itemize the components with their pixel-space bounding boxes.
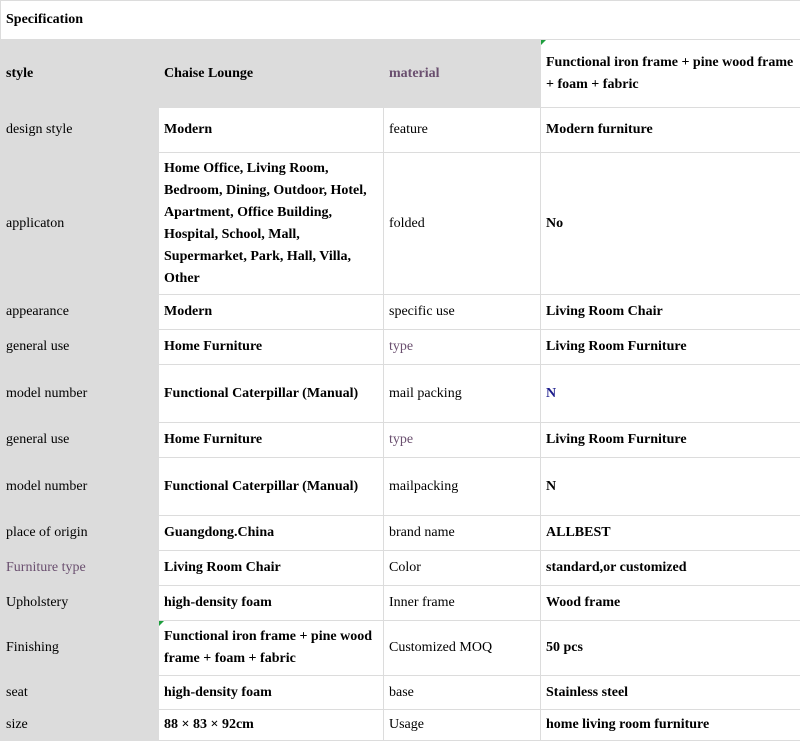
row-label-2: Inner frame (384, 586, 541, 621)
row-value: high-density foam (159, 586, 384, 621)
row-label-2: mail packing (384, 365, 541, 423)
row-label: model number (1, 365, 159, 423)
row-label-2: folded (384, 153, 541, 295)
row-value-2: N (541, 458, 800, 516)
row-value-2: ALLBEST (541, 516, 800, 551)
table-row (1, 621, 800, 676)
row-label: Upholstery (1, 586, 159, 621)
title-row (1, 1, 800, 40)
row-label-2: feature (384, 108, 541, 153)
row-label: seat (1, 676, 159, 710)
row-label-2: mailpacking (384, 458, 541, 516)
table-title: Specification (1, 1, 800, 40)
row-value: Home Furniture (159, 423, 384, 458)
row-label: general use (1, 423, 159, 458)
row-value: Functional iron frame + pine wood frame + foam + fabric (159, 621, 384, 676)
row-label-2: type (384, 423, 541, 458)
table-row (1, 40, 800, 108)
row-label-2: Color (384, 551, 541, 586)
row-label-2: base (384, 676, 541, 710)
row-value-2: Functional iron frame + pine wood frame + foam + fabric (541, 40, 800, 108)
row-label-2: Usage (384, 710, 541, 741)
row-label: model number (1, 458, 159, 516)
row-value-2: Living Room Chair (541, 295, 800, 330)
table-row (1, 295, 800, 330)
row-value-2: home living room furniture (541, 710, 800, 741)
row-value: Modern (159, 295, 384, 330)
row-label: design style (1, 108, 159, 153)
row-label: Finishing (1, 621, 159, 676)
row-label: Furniture type (1, 551, 159, 586)
row-label: appearance (1, 295, 159, 330)
row-label: general use (1, 330, 159, 365)
table-row (1, 551, 800, 586)
row-label: applicaton (1, 153, 159, 295)
row-value-2: Living Room Furniture (541, 330, 800, 365)
row-value: Home Furniture (159, 330, 384, 365)
row-value: Modern (159, 108, 384, 153)
row-value-2: Stainless steel (541, 676, 800, 710)
row-value-2: standard,or customized (541, 551, 800, 586)
row-label: place of origin (1, 516, 159, 551)
row-value-2: Modern furniture (541, 108, 800, 153)
row-value: Functional Caterpillar (Manual) (159, 458, 384, 516)
table-row (1, 516, 800, 551)
row-label-2: material (384, 40, 541, 108)
row-label-2: type (384, 330, 541, 365)
table-row (1, 586, 800, 621)
row-label: size (1, 710, 159, 741)
table-row (1, 423, 800, 458)
row-value-2: No (541, 153, 800, 295)
table-row (1, 458, 800, 516)
row-label: style (1, 40, 159, 108)
row-value: 88 × 83 × 92cm (159, 710, 384, 741)
table-row (1, 676, 800, 710)
row-value: Guangdong.China (159, 516, 384, 551)
table-row (1, 365, 800, 423)
row-label-2: Customized MOQ (384, 621, 541, 676)
row-value-2: Living Room Furniture (541, 423, 800, 458)
row-value: Functional Caterpillar (Manual) (159, 365, 384, 423)
row-label-2: brand name (384, 516, 541, 551)
table-row (1, 330, 800, 365)
row-value-2: 50 pcs (541, 621, 800, 676)
table-row (1, 108, 800, 153)
row-value: Living Room Chair (159, 551, 384, 586)
row-value: Chaise Lounge (159, 40, 384, 108)
table-row (1, 710, 800, 741)
row-value-2: N (541, 365, 800, 423)
table-row (1, 153, 800, 295)
row-value: Home Office, Living Room, Bedroom, Dining, Outdoor, Hotel, Apartment, Office Building, Hospital, School, Mall, Supermarket, Park, Hall, Villa, Other (159, 153, 384, 295)
row-value-2: Wood frame (541, 586, 800, 621)
row-value: high-density foam (159, 676, 384, 710)
row-label-2: specific use (384, 295, 541, 330)
